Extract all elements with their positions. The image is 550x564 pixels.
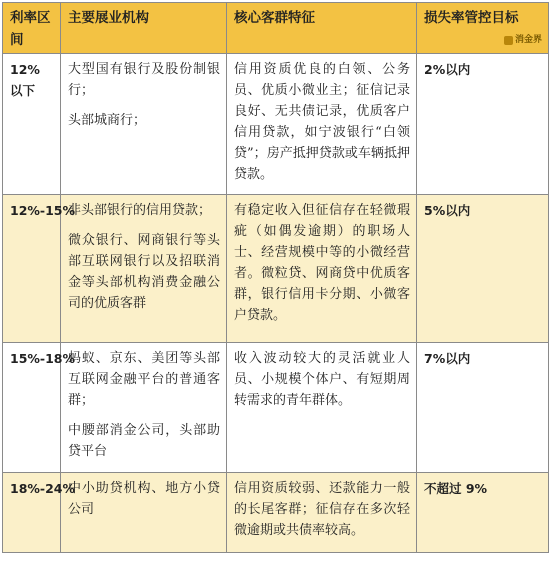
logo-text: 消金界 bbox=[514, 35, 542, 45]
loss-target-cell: 2%以内 bbox=[417, 54, 549, 195]
institution-line: 非头部银行的信用贷款； bbox=[68, 203, 212, 218]
header-institutions: 主要展业机构 bbox=[61, 3, 227, 54]
header-loss-target-label: 损失率管控目标 bbox=[424, 10, 519, 26]
logo-mark-icon bbox=[504, 36, 513, 45]
institutions-cell bbox=[61, 54, 227, 195]
table-header-row bbox=[3, 3, 549, 54]
rate-cell: 12% 以下 bbox=[3, 54, 61, 195]
institution-line: 中小助贷机构、地方小贷公司 bbox=[68, 481, 220, 517]
header-rate-range: 利率区间 bbox=[3, 3, 61, 54]
watermark-logo bbox=[504, 29, 542, 51]
institution-line: 微众银行、网商银行等头部互联网银行以及招联消金等头部机构消费金融公司的优质客群 bbox=[68, 233, 220, 311]
institutions-cell bbox=[61, 473, 227, 553]
table-row bbox=[3, 195, 549, 343]
institution-line: 大型国有银行及股份制银行； bbox=[68, 62, 220, 98]
customers-cell: 信用资质较弱、还款能力一般的长尾客群；征信存在多次轻微逾期或共债率较高。 bbox=[227, 473, 417, 553]
institutions-cell bbox=[61, 343, 227, 473]
loss-target-cell: 7%以内 bbox=[417, 343, 549, 473]
institutions-cell bbox=[61, 195, 227, 343]
table-row bbox=[3, 343, 549, 473]
customers-cell: 收入波动较大的灵活就业人员、小规模个体户、有短期周转需求的青年群体。 bbox=[227, 343, 417, 473]
customers-cell: 信用资质优良的白领、公务员、优质小微业主；征信记录良好、无共债记录，优质客户信用贷款，如宁波银行“白领贷”；房产抵押贷款或车辆抵押贷款。 bbox=[227, 54, 417, 195]
interest-rate-table bbox=[2, 2, 549, 553]
header-loss-target bbox=[417, 3, 549, 54]
loss-target-cell: 5%以内 bbox=[417, 195, 549, 343]
table-row bbox=[3, 473, 549, 553]
institution-line: 头部城商行； bbox=[68, 113, 147, 128]
rate-cell: 12%-15% bbox=[3, 195, 61, 343]
loss-target-cell: 不超过 9% bbox=[417, 473, 549, 553]
rate-cell: 18%-24% bbox=[3, 473, 61, 553]
header-customer-traits: 核心客群特征 bbox=[227, 3, 417, 54]
institution-line: 中腰部消金公司，头部助贷平台 bbox=[68, 423, 220, 459]
institution-line: 蚂蚁、京东、美团等头部互联网金融平台的普通客群； bbox=[68, 351, 220, 408]
customers-cell: 有稳定收入但征信存在轻微瑕疵（如偶发逾期）的职场人士、经营规模中等的小微经营者。微粒贷、网商贷中优质客群，银行信用卡分期、小微客户贷款。 bbox=[227, 195, 417, 343]
table-row bbox=[3, 54, 549, 195]
rate-cell: 15%-18% bbox=[3, 343, 61, 473]
